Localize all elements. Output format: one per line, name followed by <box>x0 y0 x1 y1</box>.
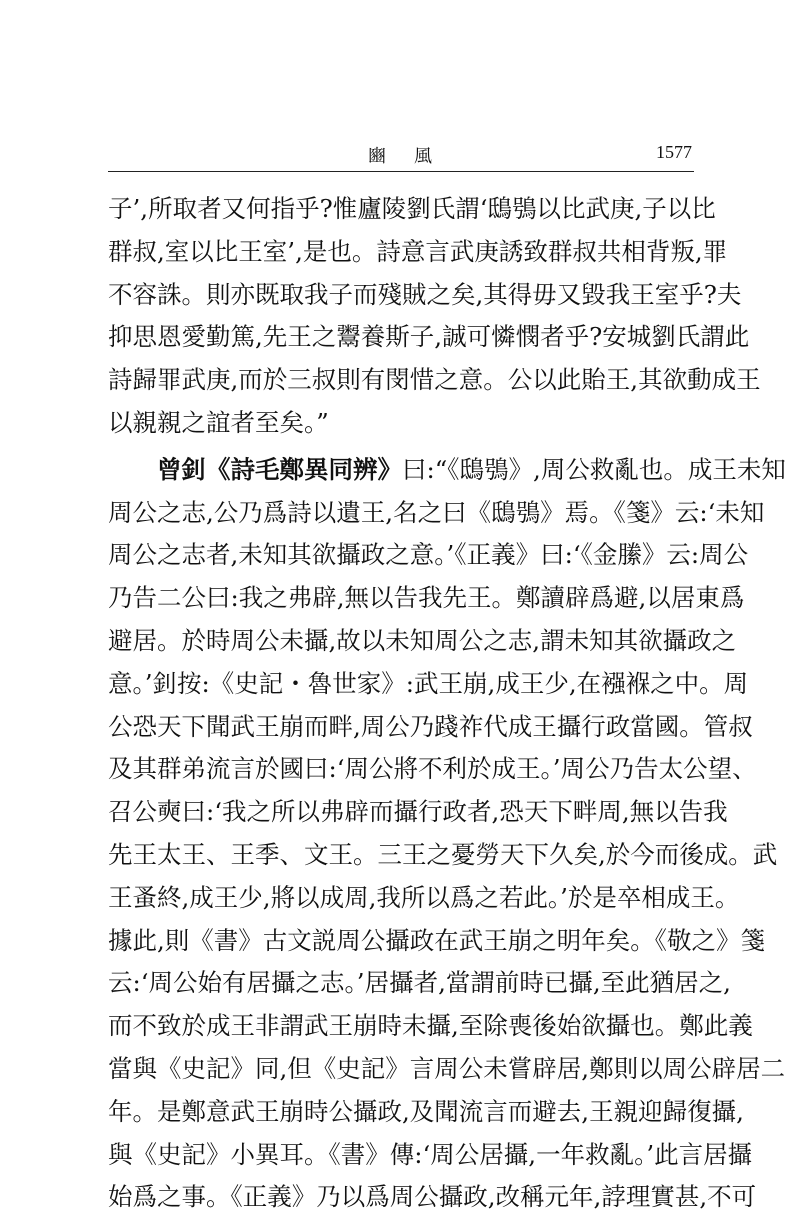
text-line: 始爲之事。《正義》乃以爲周公攝政,改稱元年,誖理實甚,不可 <box>108 1182 757 1212</box>
text-line: 年。是鄭意武王崩時公攝政,及聞流言而避去,王親迎歸復攝, <box>108 1096 744 1126</box>
text-line: 子’,所取者又何指乎?惟廬陵劉氏謂‘鴟鴞以比武庚,子以比 <box>108 194 716 223</box>
text-line: 周公之志,公乃爲詩以遺王,名之曰《鴟鴞》焉。《箋》云:‘未知 <box>108 497 765 527</box>
text-line: 召公奭曰:‘我之所以弗辟而攝行政者,恐天下畔周,無以告我 <box>108 797 728 827</box>
text-line: 以親親之誼者至矣。” <box>108 407 329 437</box>
text-line-rest: 曰:“《鴟鴞》,周公救亂也。成王未知 <box>402 454 786 484</box>
text-line: 周公之志者,未知其欲攝政之意。’《正義》曰:‘《金縢》云:周公 <box>108 540 749 570</box>
text-line: 不容誅。則亦既取我子而殘賊之矣,其得毋又毀我王室乎?夫 <box>108 279 742 309</box>
paragraph-2 <box>108 449 786 1219</box>
text-line: 乃告二公曰:我之弗辟,無以告我先王。鄭讀辟爲避,以居東爲 <box>108 583 745 613</box>
text-line: 先王太王、王季、文王。三王之憂勞天下久矣,於今而後成。武 <box>108 839 778 869</box>
text-line: 據此,則《書》古文説周公攝政在武王崩之明年矣。《敬之》箋 <box>108 925 766 955</box>
text-line: 公恐天下聞武王崩而畔,周公乃踐祚代成王攝行政當國。管叔 <box>108 711 753 741</box>
text-line: 王蚤終,成王少,將以成周,我所以爲之若此。’於是卒相成王。 <box>108 882 740 912</box>
page-body <box>108 188 786 1219</box>
text-line: 意。’釗按:《史記・魯世家》:武王崩,成王少,在襁褓之中。周 <box>108 668 749 698</box>
text-line: 詩歸罪武庚,而於三叔則有閔惜之意。公以此貽王,其欲動成王 <box>108 365 761 395</box>
text-line: 當與《史記》同,但《史記》言周公未嘗辟居,鄭則以周公辟居二 <box>108 1053 786 1083</box>
page-number: 1577 <box>656 142 692 162</box>
paragraph-1 <box>108 188 761 445</box>
text-line: 抑思恩愛勤篤,先王之鬻養斯子,誠可憐憫者乎?安城劉氏謂此 <box>108 322 750 352</box>
text-line: 及其群弟流言於國曰:‘周公將不利於成王。’周公乃告太公望、 <box>108 754 757 784</box>
header-rule <box>108 171 694 172</box>
text-line: 云:‘周公始有居攝之志。’居攝者,當謂前時已攝,至此猶居之, <box>108 968 731 998</box>
text-line: 而不致於成王非謂武王崩時未攝,至除喪後始欲攝也。鄭此義 <box>108 1011 753 1041</box>
text-line-first <box>108 449 786 492</box>
text-line: 避居。於時周公未攝,故以未知周公之志,謂未知其欲攝政之 <box>108 625 737 655</box>
text-line: 群叔,室以比王室’,是也。詩意言武庚誘致群叔共相背叛,罪 <box>108 236 728 266</box>
section-title: 豳風 <box>368 146 460 167</box>
running-header <box>108 136 692 170</box>
text-line: 與《史記》小異耳。《書》傳:‘周公居攝,一年救亂。’此言居攝 <box>108 1139 753 1169</box>
cited-work-title: 曾釗《詩毛鄭異同辨》 <box>157 454 402 484</box>
